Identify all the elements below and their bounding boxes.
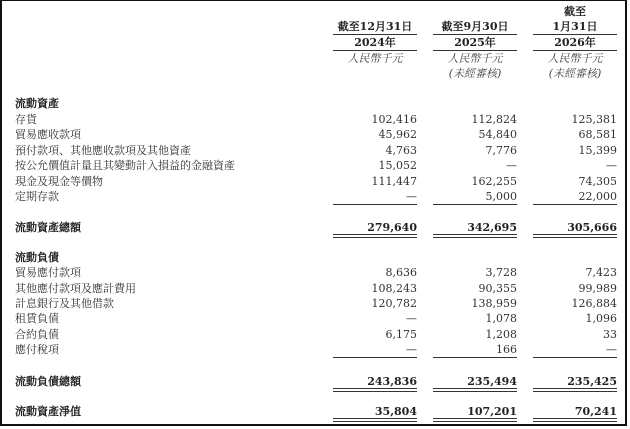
cell-2024: 279,640 <box>367 221 417 234</box>
row-label: 其他應付款項及應計費用 <box>15 282 136 295</box>
column-header-2024 <box>333 0 417 66</box>
cell-2024: — <box>406 343 417 356</box>
double-underline <box>433 388 517 392</box>
subtotal-rule <box>333 357 417 358</box>
cell-2024: 35,804 <box>374 405 417 418</box>
cell-2024: 8,636 <box>385 266 417 279</box>
cell-2026: 70,241 <box>574 405 617 418</box>
header-date: 1月31日 <box>533 19 617 35</box>
header-date: 截至12月31日 <box>333 19 417 35</box>
cell-2026: 1,096 <box>585 312 617 325</box>
subtotal-rule <box>533 357 617 358</box>
row-label: 貿易應付款項 <box>15 266 81 279</box>
header-unit: 人民幣千元 <box>347 52 403 65</box>
subtotal-rule <box>333 204 417 205</box>
double-underline <box>533 418 617 422</box>
cell-2025: 112,824 <box>471 113 517 126</box>
cell-2025: 166 <box>496 343 517 356</box>
cell-2026: 305,666 <box>567 221 617 234</box>
cell-2024: 6,175 <box>385 328 417 341</box>
cell-2024: 108,243 <box>371 282 417 295</box>
cell-2025: 342,695 <box>467 221 517 234</box>
cell-2026: 99,989 <box>578 282 617 295</box>
section-heading-current-assets: 流動資產 <box>15 97 59 110</box>
section-heading-current-liabilities: 流動負債 <box>15 251 59 264</box>
cell-2026: 74,305 <box>578 175 617 188</box>
cell-2025: 3,728 <box>485 266 517 279</box>
header-unit: 人民幣千元 <box>547 52 603 65</box>
row-label: 流動資產總額 <box>15 221 81 234</box>
cell-2026: — <box>606 343 617 356</box>
header-year: 2026年 <box>533 35 617 51</box>
cell-2025: 7,776 <box>485 144 517 157</box>
subtotal-rule <box>533 204 617 205</box>
cell-2025: 54,840 <box>478 128 517 141</box>
cell-2026: 33 <box>603 328 617 341</box>
column-header-2025 <box>433 0 517 81</box>
row-label: 流動負債總額 <box>15 375 81 388</box>
cell-2025: 107,201 <box>467 405 517 418</box>
row-label: 按公允價值計量且其變動計入損益的金融資產 <box>15 159 235 172</box>
cell-2024: 120,782 <box>371 297 417 310</box>
cell-2025: 1,078 <box>485 312 517 325</box>
cell-2024: 102,416 <box>371 113 417 126</box>
cell-2025: 235,494 <box>467 375 517 388</box>
double-underline <box>533 234 617 238</box>
header-date: 截至9月30日 <box>433 19 517 35</box>
cell-2025: 5,000 <box>485 190 517 203</box>
header-year: 2024年 <box>333 35 417 51</box>
row-label: 存貨 <box>15 113 37 126</box>
cell-2026: 125,381 <box>571 113 617 126</box>
header-year: 2025年 <box>433 35 517 51</box>
cell-2026: 22,000 <box>578 190 617 203</box>
cell-2026: 68,581 <box>578 128 617 141</box>
subtotal-rule <box>433 357 517 358</box>
cell-2026: — <box>606 159 617 172</box>
cell-2025: 90,355 <box>478 282 517 295</box>
header-unaudited-note: (未經審核) <box>448 67 502 80</box>
subtotal-rule <box>433 204 517 205</box>
cell-2026: 235,425 <box>567 375 617 388</box>
header-unit: 人民幣千元 <box>447 52 503 65</box>
cell-2025: 162,255 <box>471 175 517 188</box>
cell-2024: — <box>406 190 417 203</box>
cell-2026: 7,423 <box>585 266 617 279</box>
header-as-at: 截至 <box>564 5 586 18</box>
cell-2025: — <box>506 159 517 172</box>
cell-2026: 126,884 <box>571 297 617 310</box>
cell-2024: 243,836 <box>367 375 417 388</box>
double-underline <box>333 234 417 238</box>
row-label: 合約負債 <box>15 328 59 341</box>
cell-2024: 45,962 <box>378 128 417 141</box>
row-label: 預付款項、其他應收款項及其他資產 <box>15 144 191 157</box>
double-underline <box>533 388 617 392</box>
double-underline <box>433 418 517 422</box>
cell-2024: 111,447 <box>371 175 417 188</box>
row-label: 應付稅項 <box>15 343 59 356</box>
double-underline <box>333 418 417 422</box>
row-label: 計息銀行及其他借款 <box>15 297 114 310</box>
row-label: 貿易應收款項 <box>15 128 81 141</box>
column-header-2026 <box>533 0 617 81</box>
header-unaudited-note: (未經審核) <box>548 67 602 80</box>
row-label: 現金及現金等價物 <box>15 175 103 188</box>
cell-2024: 4,763 <box>385 144 417 157</box>
cell-2025: 1,208 <box>485 328 517 341</box>
double-underline <box>333 388 417 392</box>
row-label: 定期存款 <box>15 190 59 203</box>
row-label: 租賃負債 <box>15 312 59 325</box>
cell-2024: 15,052 <box>378 159 417 172</box>
cell-2026: 15,399 <box>578 144 617 157</box>
cell-2024: — <box>406 312 417 325</box>
double-underline <box>433 234 517 238</box>
row-label: 流動資產淨值 <box>15 405 81 418</box>
cell-2025: 138,959 <box>471 297 517 310</box>
